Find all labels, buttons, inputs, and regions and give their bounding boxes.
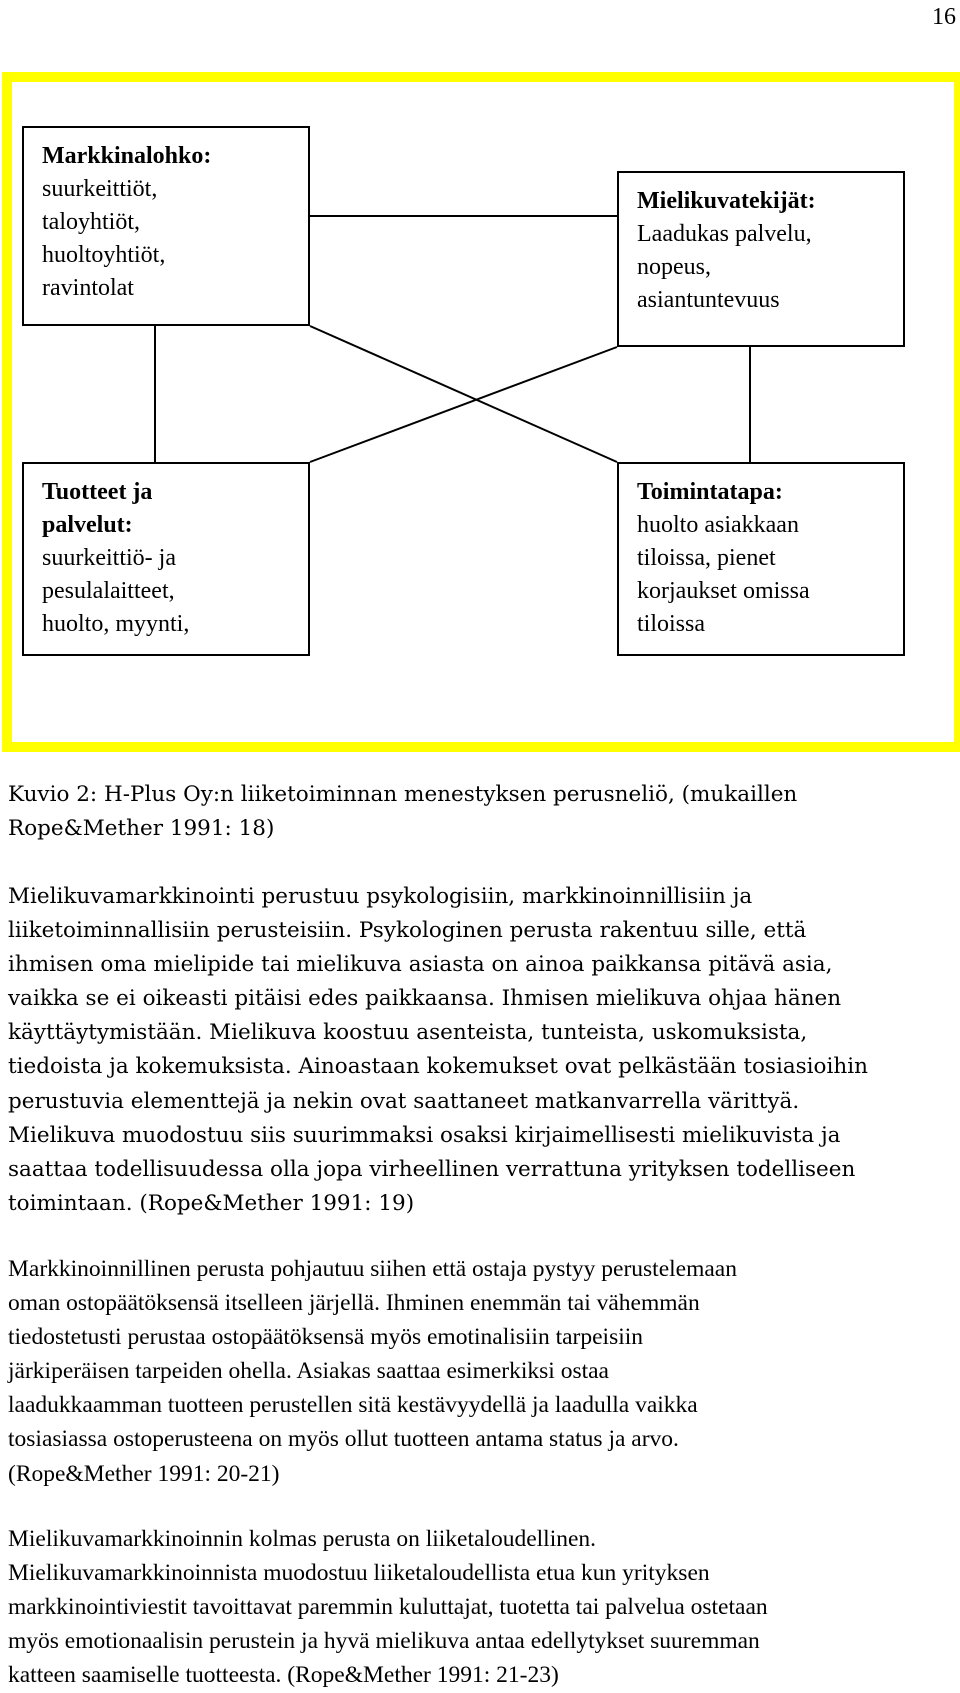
text-line: katteen saamiselle tuotteesta. (Rope&Mether 1991: 21-23) <box>8 1662 559 1689</box>
caption-line: Kuvio 2: H-Plus Oy:n liiketoiminnan menestyksen perusneliö, (mukaillen <box>8 782 798 807</box>
box-line: suurkeittiöt, <box>42 176 158 202</box>
text-line: saattaa todellisuudessa olla jopa virheellinen verrattuna yrityksen todelliseen <box>8 1156 856 1182</box>
box-title: Tuotteet ja <box>42 479 153 505</box>
text-line: tiedoista ja kokemuksista. Ainoastaan kokemukset ovat pelkästään tosiasioihin <box>8 1054 868 1080</box>
box-title: Mielikuvatekijät: <box>637 188 816 214</box>
text-line: Markkinoinnillinen perusta pohjautuu siihen että ostaja pystyy perustelemaan <box>8 1256 737 1282</box>
paragraph-markkinoinnillinen <box>8 1252 953 1491</box>
text-line: toimintaan. (Rope&Mether 1991: 19) <box>8 1190 415 1216</box>
box-line: Laadukas palvelu, <box>637 221 812 247</box>
page-number: 16 <box>932 4 956 30</box>
text-line: Mielikuvamarkkinointi perustuu psykologisiin, markkinoinnillisiin ja <box>8 884 753 909</box>
box-mielikuvatekijat <box>617 171 905 347</box>
text-line: Mielikuvamarkkinoinnista muodostuu liiketaloudellista etua kun yrityksen <box>8 1560 710 1587</box>
box-line: huoltoyhtiöt, <box>42 242 166 268</box>
box-line: ravintolat <box>42 275 134 301</box>
text-line: tiedostetusti perustaa ostopäätöksensä myös emotinalisiin tarpeisiin <box>8 1324 644 1351</box>
paragraph-psykologinen <box>8 880 953 1221</box>
text-line: myös emotionaalisin perustein ja hyvä mielikuva antaa edellytykset suuremman <box>8 1628 760 1655</box>
box-line: taloyhtiöt, <box>42 209 140 235</box>
line-diagonal-down <box>310 326 617 462</box>
text-line: liiketoiminnallisiin perusteisiin. Psykologinen perusta rakentuu sille, että <box>8 918 807 944</box>
box-line: korjaukset omissa <box>637 578 810 604</box>
box-line: tiloissa, pienet <box>637 545 776 571</box>
text-line: järkiperäisen tarpeiden ohella. Asiakas saattaa esimerkiksi ostaa <box>8 1358 609 1385</box>
text-line: markkinointiviestit tavoittavat paremmin kuluttajat, tuotetta tai palvelua ostetaan <box>8 1594 768 1621</box>
text-line: (Rope&Mether 1991: 20-21) <box>8 1460 280 1487</box>
box-tuotteet-ja-palvelut <box>22 462 310 656</box>
box-line: tiloissa <box>637 611 706 637</box>
box-line: pesulalaitteet, <box>42 578 175 604</box>
box-line: asiantuntevuus <box>637 287 780 313</box>
caption-line: Rope&Mether 1991: 18) <box>8 816 275 841</box>
figure-caption <box>8 778 948 846</box>
box-title: Toimintatapa: <box>637 479 783 505</box>
box-line: nopeus, <box>637 254 711 280</box>
text-line: Mielikuvamarkkinoinnin kolmas perusta on liiketaloudellinen. <box>8 1526 597 1552</box>
box-line: huolto asiakkaan <box>637 512 799 538</box>
paragraph-liiketaloudellinen <box>8 1522 953 1692</box>
box-toimintatapa <box>617 462 905 656</box>
text-line: ihmisen oma mielipide tai mielikuva asiasta on ainoa paikkansa pitävä asia, <box>8 952 833 978</box>
box-title: Markkinalohko: <box>42 143 212 169</box>
text-line: tosiasiassa ostoperusteena on myös ollut tuotteen antama status ja arvo. <box>8 1426 679 1453</box>
text-line: perustuvia elementtejä ja nekin ovat saattaneet matkanvarrella värittyä. <box>8 1088 800 1114</box>
line-diagonal-up <box>310 347 617 462</box>
box-title: palvelut: <box>42 512 133 538</box>
box-line: suurkeittiö- ja <box>42 545 176 571</box>
text-line: käyttäytymistään. Mielikuva koostuu asenteista, tunteista, uskomuksista, <box>8 1020 808 1046</box>
box-line: huolto, myynti, <box>42 611 190 637</box>
text-line: laadukkaamman tuotteen perustellen sitä kestävyydellä ja laadulla vaikka <box>8 1392 698 1419</box>
text-line: vaikka se ei oikeasti pitäisi edes paikkaansa. Ihmisen mielikuva ohjaa hänen <box>8 986 842 1012</box>
box-markkinalohko <box>22 126 310 326</box>
text-line: Mielikuva muodostuu siis suurimmaksi osaksi kirjaimellisesti mielikuvista ja <box>8 1122 841 1148</box>
text-line: oman ostopäätöksensä itselleen järjellä. Ihminen enemmän tai vähemmän <box>8 1290 700 1317</box>
